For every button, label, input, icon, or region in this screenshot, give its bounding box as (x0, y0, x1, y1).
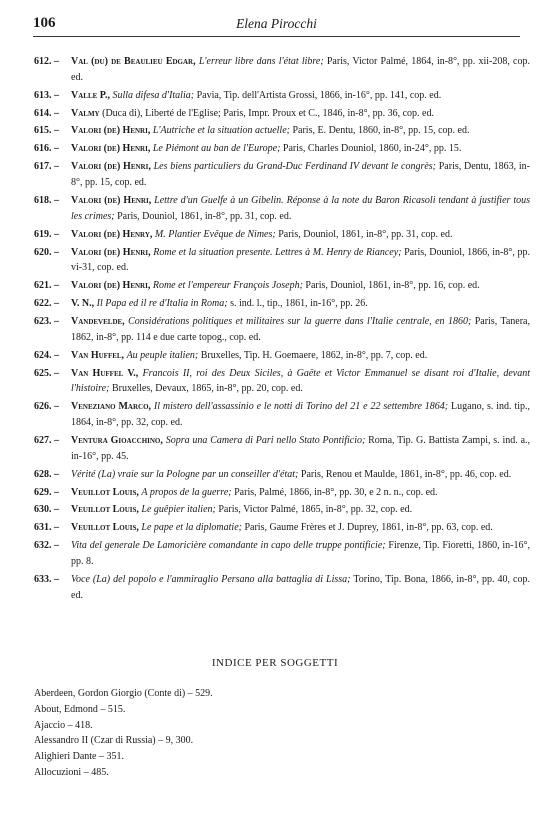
entry-publication: Roma, Tip. G. Battista Zampi, s. ind. a., in-16°, pp. 45. (71, 434, 531, 462)
bibliography-entry (34, 433, 530, 465)
entry-text (71, 143, 461, 154)
index-entry: Allocuzioni – 485. (34, 766, 109, 778)
index-entry: Alighieri Dante – 351. (34, 751, 124, 763)
entry-number: 612. – (34, 56, 59, 67)
entry-title: L'Autriche et la situation actuelle; (152, 125, 290, 137)
entry-publication: Firenze, Tip. Fioretti, 1860, in-16°, pp. 8. (71, 540, 531, 567)
bibliography-entry (34, 245, 530, 277)
index-section-title: INDICE PER SOGGETTI (211, 657, 339, 669)
entry-author: Valori (de) Henri, (71, 143, 151, 155)
entry-number: 624. – (34, 349, 59, 361)
entry-number: 622. – (34, 298, 59, 310)
entry-publication: Paris, Victor Palmé, 1865, in-8°, pp. 32, cop. ed. (215, 504, 413, 516)
entry-publication: s. ind. l., tip., 1861, in-16°, pp. 26. (227, 298, 368, 310)
entry-title: Rome et l'empereur François Joseph; (152, 280, 303, 292)
bibliography-entry (34, 348, 530, 364)
entry-text (71, 161, 530, 188)
entry-author: Ventura Gioacchino, (71, 434, 163, 446)
bibliography-entry (34, 314, 530, 346)
entry-text (71, 540, 530, 567)
entry-publication: Paris, Douniol, 1861, in-8°, pp. 31, cop. ed. (275, 228, 453, 240)
entry-author: Valori (de) Henry, (71, 228, 153, 240)
bibliography-entry (34, 572, 530, 604)
entry-number: 613. – (34, 89, 59, 101)
entry-text (71, 56, 530, 83)
entry-publication: (Duca di), Liberté de l'Eglise; Paris, Impr. Proux et C., 1846, in-8°, pp. 36, cop. ed. (102, 107, 434, 119)
entry-publication: Lugano, s. ind. tip., 1864, in-8°, pp. 32, cop. ed. (71, 401, 530, 429)
entry-number: 619. – (34, 228, 59, 240)
bibliography-entry (34, 159, 530, 191)
entry-number: 621. – (34, 280, 59, 292)
entry-text (71, 487, 438, 498)
entry-publication: Paris, Charles Douniol, 1860, in-24°, pp. 15. (280, 143, 462, 155)
entry-title: Considérations politiques et militaires sur la guerre dans l'Italie centrale, en 1860; (128, 315, 472, 327)
entry-number: 633. – (34, 573, 59, 585)
bibliography-entry (34, 296, 530, 312)
entry-title: Le guêpier italien; (141, 504, 216, 516)
entry-author: Veuillot Louis, (71, 486, 139, 498)
entry-author: Valle P., (71, 89, 110, 101)
entry-number: 620. – (34, 246, 59, 258)
entry-author: Veuillot Louis, (71, 522, 139, 534)
entry-number: 627. – (34, 434, 59, 446)
entry-text (71, 316, 530, 343)
entry-publication: Paris, E. Dentu, 1860, in-8°, pp. 15, cop. ed. (289, 125, 470, 137)
entry-text (71, 90, 441, 101)
running-title: Elena Pirocchi (236, 16, 317, 31)
entry-author: Valmy (71, 107, 100, 119)
entry-number: 628. – (34, 468, 59, 480)
entry-publication: Paris, Dentu, 1863, in-8°, pp. 15, cop. ed. (71, 161, 531, 189)
entry-text (71, 574, 530, 601)
entry-title: Il Papa ed il re d'Italia in Roma; (96, 298, 228, 310)
index-entry: Aberdeen, Gordon Giorgio (Conte di) – 529. (34, 688, 213, 699)
entry-author: Valori (de) Henri, (71, 161, 151, 173)
page-header (33, 14, 520, 37)
entry-publication: Paris, Douniol, 1866, in-8°, pp. vi-31, cop. ed. (71, 246, 531, 274)
entry-publication: Paris, Gaume Frères et J. Duprey, 1861, in-8°, pp. 63, cop. ed. (241, 522, 493, 534)
entry-title: Vita del generale De Lamoricière comandante in capo delle truppe pontificie; (71, 540, 386, 552)
bibliography-entry (34, 88, 530, 104)
subject-index-list (34, 686, 514, 781)
bibliography-entry (34, 467, 530, 483)
entry-author: Valori (de) Henri, (71, 280, 151, 292)
entry-text (71, 469, 511, 480)
bibliography-entry (34, 227, 530, 243)
index-entry: Ajaccio – 418. (34, 719, 93, 731)
bibliography-entry (34, 399, 530, 431)
bibliography-entry (34, 502, 530, 518)
entry-number: 632. – (34, 540, 59, 552)
entry-author: Vandevelde, (71, 315, 125, 327)
entry-title: Il mistero dell'assassinio e le notti di Torino del 21 e 22 settembre 1864; (153, 401, 449, 413)
entry-author: Valori (de) Henri, (71, 246, 151, 258)
entry-title: Lettre d'un Guelfe à un Gibelin. Réponse à la note du Baron Ricasoli tendant à justifier tous les crimes; (71, 194, 531, 222)
index-entry: Alessandro II (Czar di Russia) – 9, 300. (34, 735, 194, 747)
entry-publication: Paris, Victor Palmé, 1864, in-8°, pp. xii-208, cop. ed. (71, 56, 530, 83)
bibliography-entry (34, 123, 530, 139)
entry-text (71, 247, 530, 274)
entry-number: 630. – (34, 504, 59, 516)
entry-text (71, 229, 452, 240)
entry-number: 626. – (34, 401, 59, 413)
entry-author: V. N., (71, 298, 95, 310)
entry-title: Au peuple italien; (126, 349, 199, 361)
entry-number: 614. – (34, 107, 59, 119)
entry-text (71, 350, 427, 361)
entry-author: Valori (de) Henri, (71, 194, 152, 206)
entry-title: A propos de la guerre; (141, 486, 232, 498)
entry-author: Veuillot Louis, (71, 504, 139, 516)
bibliography-entry (34, 278, 530, 294)
entry-publication: Torino, Tip. Bona, 1866, in-8°, pp. 40, cop. ed. (71, 573, 530, 601)
entry-number: 623. – (34, 315, 59, 327)
page-number: 106 (33, 15, 56, 31)
entry-publication: Paris, Palmé, 1866, in-8°, pp. 30, e 2 n. n., cop. ed. (231, 486, 438, 498)
entry-number: 616. – (34, 143, 59, 155)
entry-title: Sopra una Camera di Pari nello Stato Pontificio; (165, 434, 366, 446)
entry-title: Voce (La) del popolo e l'ammiraglio Persano alla battaglia di Lissa; (71, 573, 351, 585)
entry-text (71, 125, 470, 136)
entry-title: Le pape et la diplomatie; (141, 522, 242, 534)
entry-publication: Paris, Renou et Maulde, 1861, in-8°, pp. 46, cop. ed. (298, 468, 512, 480)
bibliography-entry (34, 193, 530, 225)
entry-author: Val (du) de Beaulieu Edgar, (71, 56, 196, 67)
entry-author: Veneziano Marco, (71, 401, 152, 413)
entry-title: L'erreur libre dans l'état libre; (198, 56, 324, 67)
entry-number: 618. – (34, 194, 59, 206)
entry-text (71, 195, 530, 222)
bibliography-entry (34, 106, 530, 122)
entry-title: Vérité (La) vraie sur la Pologne par un conseiller d'état; (71, 468, 299, 480)
entry-number: 625. – (34, 367, 59, 379)
entry-text (71, 401, 530, 428)
bibliography-entry (34, 538, 530, 570)
entry-title: Sulla difesa d'Italia; (112, 89, 195, 101)
bibliography-entry (34, 366, 530, 398)
bibliography-entry (34, 520, 530, 536)
entry-publication: Paris, Douniol, 1861, in-8°, pp. 16, cop. ed. (302, 280, 480, 292)
bibliography-entry (34, 141, 530, 157)
entry-title: Rome et la situation presente. Lettres à M. Henry de Riancey; (153, 246, 402, 258)
entry-title: Le Piémont au ban de l'Europe; (152, 143, 281, 155)
entry-title: Francois II, roi des Deux Siciles, à Gaëte et Victor Emmanuel se disant roi d'Italie, devant l'histoire; (71, 367, 530, 395)
bibliography-list (34, 54, 530, 606)
entry-text (71, 298, 368, 309)
entry-number: 629. – (34, 486, 59, 498)
entry-number: 615. – (34, 125, 59, 137)
entry-author: Van Huffel, (71, 349, 125, 361)
entry-publication: Paris, Tanera, 1862, in-8°, pp. 114 e due carte topog., cop. ed. (71, 315, 530, 343)
entry-text (71, 504, 412, 515)
entry-publication: Pavia, Tip. dell'Artista Grossi, 1866, in-16°, pp. 141, cop. ed. (194, 89, 442, 101)
entry-text (71, 368, 530, 395)
entry-number: 631. – (34, 522, 59, 534)
entry-author: Valori (de) Henri, (71, 125, 151, 137)
entry-publication: Bruxelles, Tip. H. Goemaere, 1862, in-8°, pp. 7, cop. ed. (198, 349, 428, 361)
entry-text (71, 522, 493, 533)
index-entry: About, Edmond – 515. (34, 703, 126, 715)
entry-text (71, 435, 530, 462)
bibliography-entry (34, 54, 530, 86)
entry-text (71, 280, 480, 291)
entry-title: Les biens particuliers du Grand-Duc Ferdinand IV devant le congrès; (153, 161, 436, 173)
entry-title: M. Plantier Evêque de Nimes; (154, 228, 276, 240)
entry-number: 617. – (34, 161, 59, 173)
entry-text (71, 108, 434, 119)
entry-author: Van Huffel V., (71, 367, 139, 379)
entry-publication: Paris, Douniol, 1861, in-8°, pp. 31, cop. ed. (114, 210, 292, 222)
entry-publication: Bruxelles, Devaux, 1865, in-8°, pp. 20, cop. ed. (109, 383, 303, 395)
bibliography-entry (34, 485, 530, 501)
